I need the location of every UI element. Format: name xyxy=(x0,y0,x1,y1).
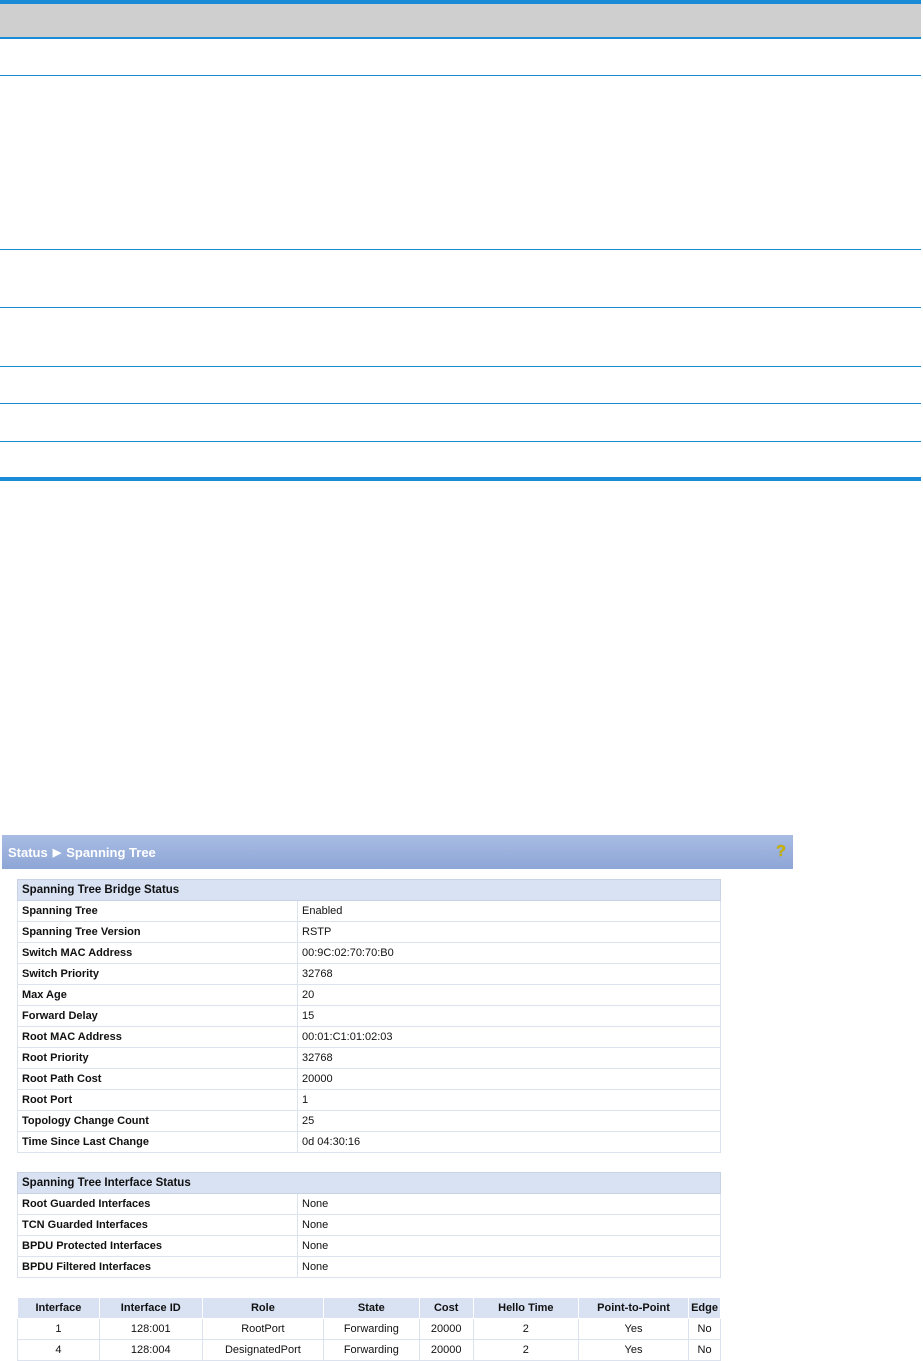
row-label: Root Priority xyxy=(18,1048,298,1069)
doc-table-row xyxy=(0,76,921,250)
row-label: Topology Change Count xyxy=(18,1111,298,1132)
row-label: Switch Priority xyxy=(18,964,298,985)
row-label: Time Since Last Change xyxy=(18,1132,298,1153)
breadcrumb-root[interactable]: Status xyxy=(8,845,48,861)
spanning-tree-status-panel xyxy=(2,835,793,1361)
row-label: Spanning Tree xyxy=(18,901,298,922)
table-header-row xyxy=(18,1298,721,1319)
doc-table-row xyxy=(0,39,921,76)
breadcrumb xyxy=(8,844,156,860)
column-header: Edge xyxy=(689,1298,721,1319)
row-value: RSTP xyxy=(298,922,721,943)
row-value: 00:01:C1:01:02:03 xyxy=(298,1027,721,1048)
table-row xyxy=(18,1069,721,1090)
interfaces-table xyxy=(17,1297,721,1361)
page-title-bar xyxy=(2,835,793,869)
cell-cost: 20000 xyxy=(419,1340,473,1361)
row-label: Root Path Cost xyxy=(18,1069,298,1090)
row-label: Root MAC Address xyxy=(18,1027,298,1048)
doc-table-row xyxy=(0,442,921,477)
row-label: Root Guarded Interfaces xyxy=(18,1194,298,1215)
table-row xyxy=(18,922,721,943)
help-icon[interactable]: ? xyxy=(776,843,786,860)
row-label: Root Port xyxy=(18,1090,298,1111)
row-value: 20 xyxy=(298,985,721,1006)
section-title: Spanning Tree Interface Status xyxy=(18,1173,721,1194)
doc-table-row xyxy=(0,367,921,404)
row-value: 15 xyxy=(298,1006,721,1027)
cell-point-to-point: Yes xyxy=(578,1319,688,1340)
row-label: BPDU Filtered Interfaces xyxy=(18,1257,298,1278)
doc-table xyxy=(0,0,921,481)
cell-edge: No xyxy=(689,1319,721,1340)
table-row xyxy=(18,1006,721,1027)
table-row xyxy=(18,1111,721,1132)
row-value: None xyxy=(298,1236,721,1257)
table-row xyxy=(18,1319,721,1340)
row-value: None xyxy=(298,1215,721,1236)
table-row xyxy=(18,1236,721,1257)
cell-point-to-point: Yes xyxy=(578,1340,688,1361)
row-label: Spanning Tree Version xyxy=(18,922,298,943)
table-row xyxy=(18,1257,721,1278)
breadcrumb-arrow-icon: ▶ xyxy=(52,847,62,860)
row-value: 32768 xyxy=(298,1048,721,1069)
row-value: 32768 xyxy=(298,964,721,985)
row-value: 20000 xyxy=(298,1069,721,1090)
row-value: None xyxy=(298,1257,721,1278)
cell-role: RootPort xyxy=(202,1319,323,1340)
column-header: Role xyxy=(202,1298,323,1319)
column-header: Cost xyxy=(419,1298,473,1319)
table-row xyxy=(18,901,721,922)
row-value: None xyxy=(298,1194,721,1215)
table-row xyxy=(18,1215,721,1236)
cell-state: Forwarding xyxy=(324,1340,420,1361)
table-row xyxy=(18,1027,721,1048)
interface-status-table xyxy=(17,1172,721,1278)
doc-table-row xyxy=(0,404,921,442)
column-header: Point-to-Point xyxy=(578,1298,688,1319)
breadcrumb-current: Spanning Tree xyxy=(66,845,156,861)
row-value: 25 xyxy=(298,1111,721,1132)
cell-role: DesignatedPort xyxy=(202,1340,323,1361)
cell-interface-id: 128:004 xyxy=(99,1340,202,1361)
column-header: Interface ID xyxy=(99,1298,202,1319)
table-row xyxy=(18,964,721,985)
cell-edge: No xyxy=(689,1340,721,1361)
row-value: 00:9C:02:70:70:B0 xyxy=(298,943,721,964)
row-value: 1 xyxy=(298,1090,721,1111)
bridge-status-table xyxy=(17,879,721,1153)
cell-hello-time: 2 xyxy=(473,1319,578,1340)
row-value: 0d 04:30:16 xyxy=(298,1132,721,1153)
cell-state: Forwarding xyxy=(324,1319,420,1340)
row-label: Forward Delay xyxy=(18,1006,298,1027)
doc-table-row xyxy=(0,250,921,308)
table-row xyxy=(18,1340,721,1361)
column-header: Hello Time xyxy=(473,1298,578,1319)
table-row xyxy=(18,943,721,964)
cell-hello-time: 2 xyxy=(473,1340,578,1361)
doc-table-row xyxy=(0,308,921,367)
row-label: Max Age xyxy=(18,985,298,1006)
section-title: Spanning Tree Bridge Status xyxy=(18,880,721,901)
row-label: Switch MAC Address xyxy=(18,943,298,964)
table-row xyxy=(18,1194,721,1215)
table-row xyxy=(18,1048,721,1069)
table-row xyxy=(18,985,721,1006)
table-row xyxy=(18,1132,721,1153)
row-label: TCN Guarded Interfaces xyxy=(18,1215,298,1236)
table-row xyxy=(18,1090,721,1111)
column-header: State xyxy=(324,1298,420,1319)
row-value: Enabled xyxy=(298,901,721,922)
row-label: BPDU Protected Interfaces xyxy=(18,1236,298,1257)
cell-interface: 1 xyxy=(18,1319,100,1340)
cell-interface-id: 128:001 xyxy=(99,1319,202,1340)
doc-table-header xyxy=(0,4,921,39)
cell-cost: 20000 xyxy=(419,1319,473,1340)
cell-interface: 4 xyxy=(18,1340,100,1361)
column-header: Interface xyxy=(18,1298,100,1319)
